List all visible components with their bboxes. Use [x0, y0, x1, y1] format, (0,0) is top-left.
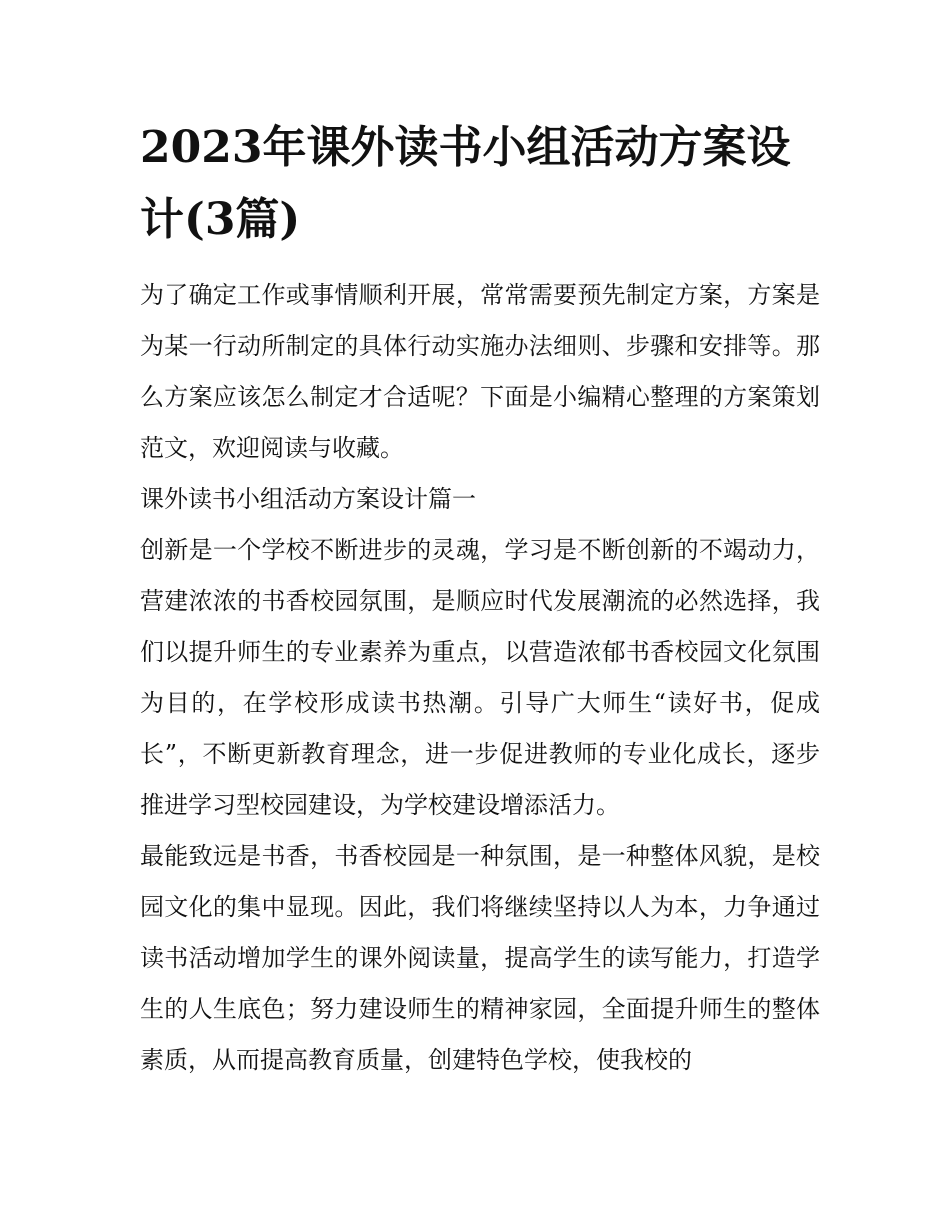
body-paragraph-1: 创新是一个学校不断进步的灵魂，学习是不断创新的不竭动力，营建浓浓的书香校园氛围，是顺应时代发展潮流的必然选择，我们以提升师生的专业素养为重点，以营造浓郁书香校园文化氛围为目的，在学校形成读书热潮。引导广大师生“读好书，促成长”，不断更新教育理念，进一步促进教师的专业化成长，逐步推进学习型校园建设，为学校建设增添活力。	[140, 536, 820, 819]
document-page	[140, 112, 820, 1086]
intro-paragraph: 为了确定工作或事情顺利开展，常常需要预先制定方案，方案是为某一行动所制定的具体行动实施办法细则、步骤和安排等。那么方案应该怎么制定才合适呢？下面是小编精心整理的方案策划范文，欢迎阅读与收藏。	[140, 281, 820, 462]
body-paragraph-2: 最能致远是书香，书香校园是一种氛围，是一种整体风貌，是校园文化的集中显现。因此，我们将继续坚持以人为本，力争通过读书活动增加学生的课外阅读量，提高学生的读写能力，打造学生的人生底色；努力建设师生的精神家园，全面提升师生的整体素质，从而提高教育质量，创建特色学校，使我校的	[140, 842, 820, 1074]
document-body	[140, 270, 820, 1086]
document-title: 2023年课外读书小组活动方案设计(3篇)	[140, 122, 791, 245]
section-heading: 课外读书小组活动方案设计篇一	[140, 485, 476, 513]
